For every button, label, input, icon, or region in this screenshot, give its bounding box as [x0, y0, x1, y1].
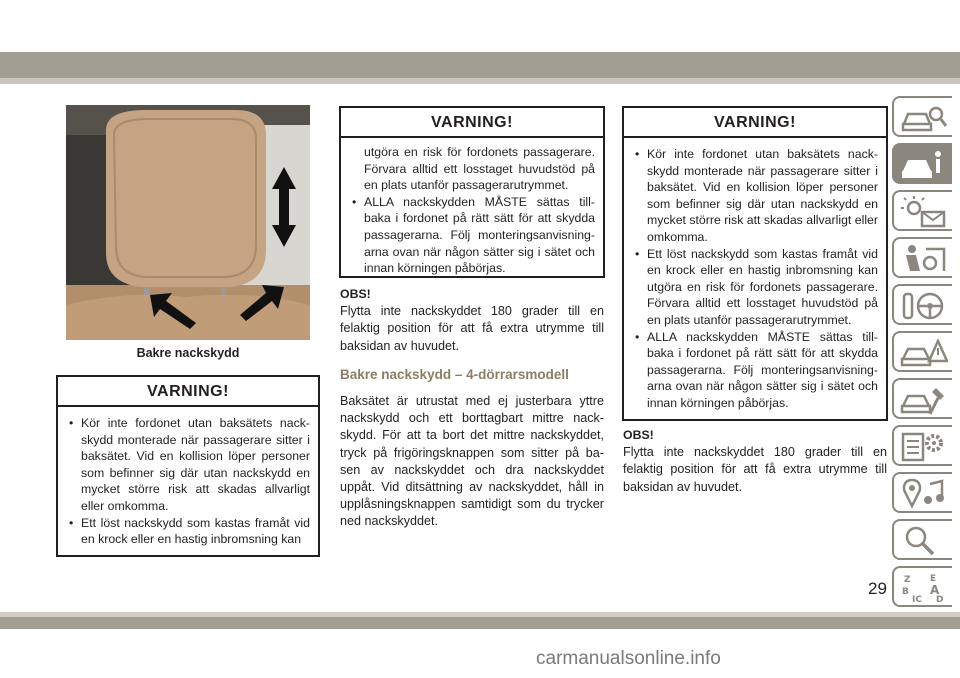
warning-bullet: • Kör inte fordonet utan baksätets nack-skydd monterade när passagerare sitter i baksätet. Vid en kollision löper personer som befinner sig där utan nackskydd en mycket större risk att skadas allvarligt eller omkomma.: [68, 415, 310, 515]
svg-text:Z: Z: [904, 575, 911, 585]
steering-wheel-icon: [900, 290, 948, 322]
warning-title: VARNING!: [624, 108, 886, 138]
search-icon: [900, 525, 948, 557]
warning-bullet: • Kör inte fordonet utan baksätets nack-skydd monterade när passagerare sitter i baksätet. Vid en kollision löper personer som befinner sig där utan nackskydd en mycket större risk att skadas allvarligt eller omkomma.: [634, 146, 878, 246]
svg-text:IC: IC: [912, 595, 922, 604]
section-heading: Bakre nackskydd – 4-dörrarsmodell: [340, 367, 569, 382]
bottom-band: [0, 617, 960, 629]
top-band-shadow: [0, 78, 960, 84]
airbag-person-icon: [900, 243, 948, 275]
svg-text:D: D: [936, 595, 944, 604]
tab-car-service[interactable]: [892, 378, 952, 419]
obs-block-middle: [340, 286, 604, 355]
tab-multimedia[interactable]: [892, 472, 952, 513]
warning-bullet: • ALLA nackskydden MÅSTE sättas till-baka i fordonet på rätt sätt för att skydda passagerarna. Följ monteringsanvisning-arna ovan när någon sätter sig i sätet och innan körningen påbörjas.: [351, 194, 595, 277]
warning-bullet: • ALLA nackskydden MÅSTE sättas till-baka i fordonet på rätt sätt för att skydda passagerarna. Följ monteringsanvisning-arna ovan när någon sätter sig i sätet och innan körningen påbörjas.: [634, 329, 878, 412]
car-warning-icon: [900, 337, 948, 369]
specs-gear-icon: [900, 431, 948, 463]
warning-continuation: utgöra en risk för fordonets passagerare. Förvara alltid ett losstaget huvudstöd på en plats utanför passagerarutrymmet.: [364, 145, 595, 193]
car-service-icon: [900, 384, 948, 416]
svg-text:E: E: [930, 574, 937, 584]
obs-label: OBS!: [340, 287, 371, 301]
tab-specs-gear[interactable]: [892, 425, 952, 466]
multimedia-icon: [900, 478, 948, 510]
car-search-icon: [900, 102, 948, 134]
svg-text:B: B: [902, 587, 909, 597]
top-band: [0, 52, 960, 78]
warning-title: VARNING!: [341, 108, 603, 138]
tab-search[interactable]: [892, 519, 952, 560]
warning-box-middle: [339, 106, 605, 278]
tab-car-info[interactable]: [892, 143, 952, 184]
obs-text: Flytta inte nackskyddet 180 grader till en felaktig position för att få extra utrymme till baksidan av huvudet.: [623, 445, 887, 494]
tab-steering-wheel[interactable]: [892, 284, 952, 325]
alphabet-index-icon: [900, 572, 948, 604]
tab-car-search[interactable]: [892, 96, 952, 137]
svg-text:A: A: [930, 583, 940, 597]
watermark: carmanualsonline.info: [536, 648, 721, 669]
tab-dashboard-lights[interactable]: [892, 190, 952, 231]
car-info-icon: [900, 149, 948, 181]
tab-alphabet-index[interactable]: [892, 566, 952, 607]
page-number: 29: [868, 579, 887, 598]
obs-label: OBS!: [623, 428, 654, 442]
headrest-photo: [66, 105, 310, 340]
tab-car-warning[interactable]: [892, 331, 952, 372]
warning-body: [624, 138, 886, 418]
warning-body: [341, 138, 603, 283]
warning-body: [58, 407, 318, 554]
dashboard-lights-icon: [900, 196, 948, 228]
obs-block-right: [623, 427, 887, 496]
warning-bullet: • Ett löst nackskydd som kastas framåt vid en krock eller en hastig inbromsning kan utgöra en risk för fordonets passagerare. Förvara alltid ett losstaget huvudstöd på en plats utanför passagerarutrymmet.: [634, 246, 878, 329]
tab-airbag-person[interactable]: [892, 237, 952, 278]
photo-caption: Bakre nackskydd: [136, 346, 240, 360]
section-text: Baksätet är utrustat med ej justerbara yttre nackskydd och ett borttagbart mittre nack-skydd. För att ta bort det mittre nackskyddet, tryck på frigöringsknappen som sitter på ba-sen av nackskyddet och dra nackskyddet uppåt. Vid ditsättning av nackskyddet, håll in upplåsningsknappen samtidigt som du trycker ned nackskyddet.: [340, 394, 604, 529]
obs-text: Flytta inte nackskyddet 180 grader till en felaktig position för att få extra utrymme till baksidan av huvudet.: [340, 304, 604, 353]
warning-box-right: [622, 106, 888, 421]
warning-box-left: [56, 375, 320, 557]
warning-bullet: • Ett löst nackskydd som kastas framåt vid en krock eller en hastig inbromsning kan: [68, 515, 310, 548]
warning-title: VARNING!: [58, 377, 318, 407]
